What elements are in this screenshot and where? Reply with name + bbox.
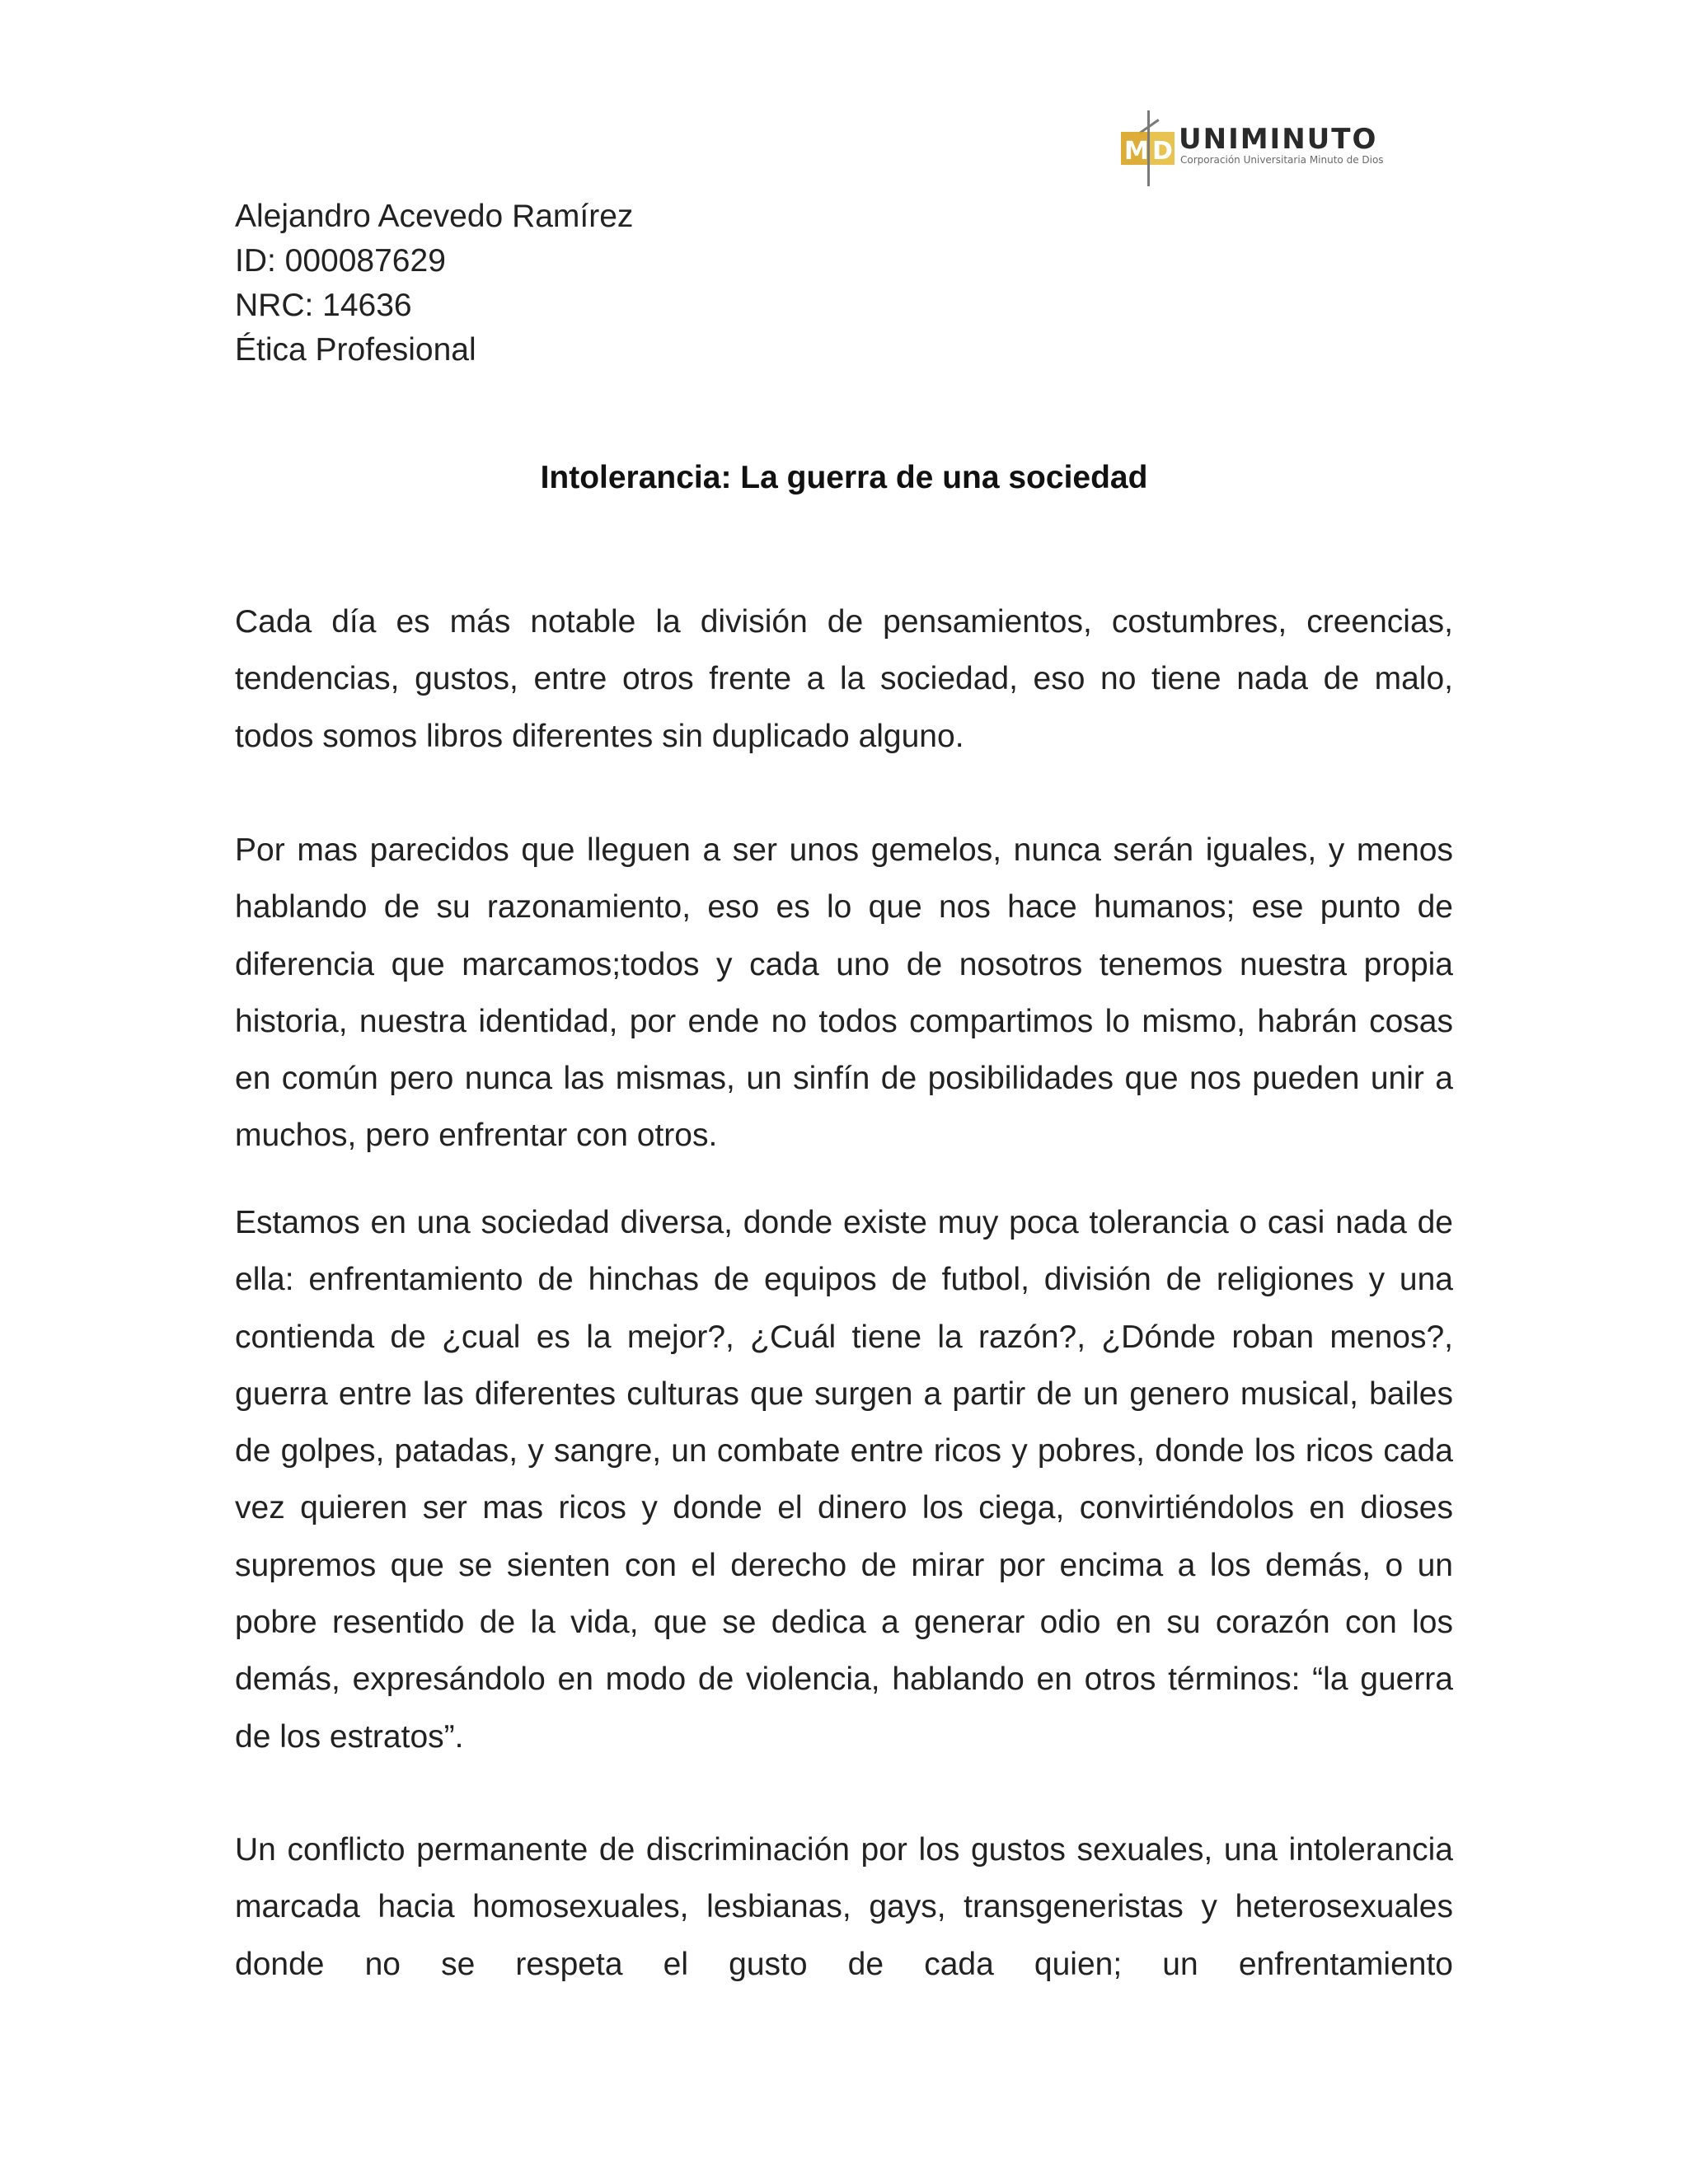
svg-text:M: M (1124, 137, 1149, 166)
paragraph-1: Cada día es más notable la división de pensamientos, costumbres, creencias, tendencias, gustos, entre otros frente a la sociedad, eso no tiene nada de malo, todos somos libros diferentes sin duplicado alguno. (235, 604, 1453, 754)
nrc-code: NRC: 14636 (235, 288, 412, 323)
svg-text:UNIMINUTO: UNIMINUTO (1179, 123, 1378, 156)
course-name: Ética Profesional (235, 332, 476, 368)
author-name: Alejandro Acevedo Ramírez (235, 199, 634, 234)
svg-text:Corporación Universitaria Minu: Corporación Universitaria Minuto de Dios (1180, 154, 1384, 166)
paragraph-2: Por mas parecidos que lleguen a ser unos gemelos, nunca serán iguales, y menos hablando de su razonamiento, eso es lo que nos hace humanos; ese punto de diferencia que marcamos;todos y cada uno de nosotros tenemos nuestra propia historia, nuestra identidad, por ende no todos compartimos lo mismo, habrán cosas en común pero nunca las mismas, un sinfín de posibilidades que nos pueden unir a muchos, pero enfrentar con otros. (235, 832, 1453, 1154)
svg-text:D: D (1152, 137, 1173, 166)
author-header (235, 194, 633, 373)
student-id: ID: 000087629 (235, 243, 446, 279)
uniminuto-logo (1119, 107, 1449, 190)
document-title: Intolerancia: La guerra de una sociedad (540, 460, 1148, 495)
paragraph-4: Un conflicto permanente de discriminación por los gustos sexuales, una intolerancia marcada hacia homosexuales, lesbianas, gays, transgeneristas y heterosexuales donde no se respeta el gusto de cada quien; un enfrentamiento (235, 1832, 1453, 1982)
paragraph-3: Estamos en una sociedad diversa, donde existe muy poca tolerancia o casi nada de ella: enfrentamiento de hinchas de equipos de futbol, división de religiones y una contienda de ¿cual es la mejor?, ¿Cuál tiene la razón?, ¿Dónde roban menos?, guerra entre las diferentes culturas que surgen a partir de un genero musical, bailes de golpes, patadas, y sangre, un combate entre ricos y pobres, donde los ricos cada vez quieren ser mas ricos y donde el dinero los ciega, convirtiéndolos en dioses supremos que se sienten con el derecho de mirar por encima a los demás, o un pobre resentido de la vida, que se dedica a generar odio en su corazón con los demás, expresándolo en modo de violencia, hablando en otros términos: “la guerra de los estratos”. (235, 1205, 1453, 1755)
